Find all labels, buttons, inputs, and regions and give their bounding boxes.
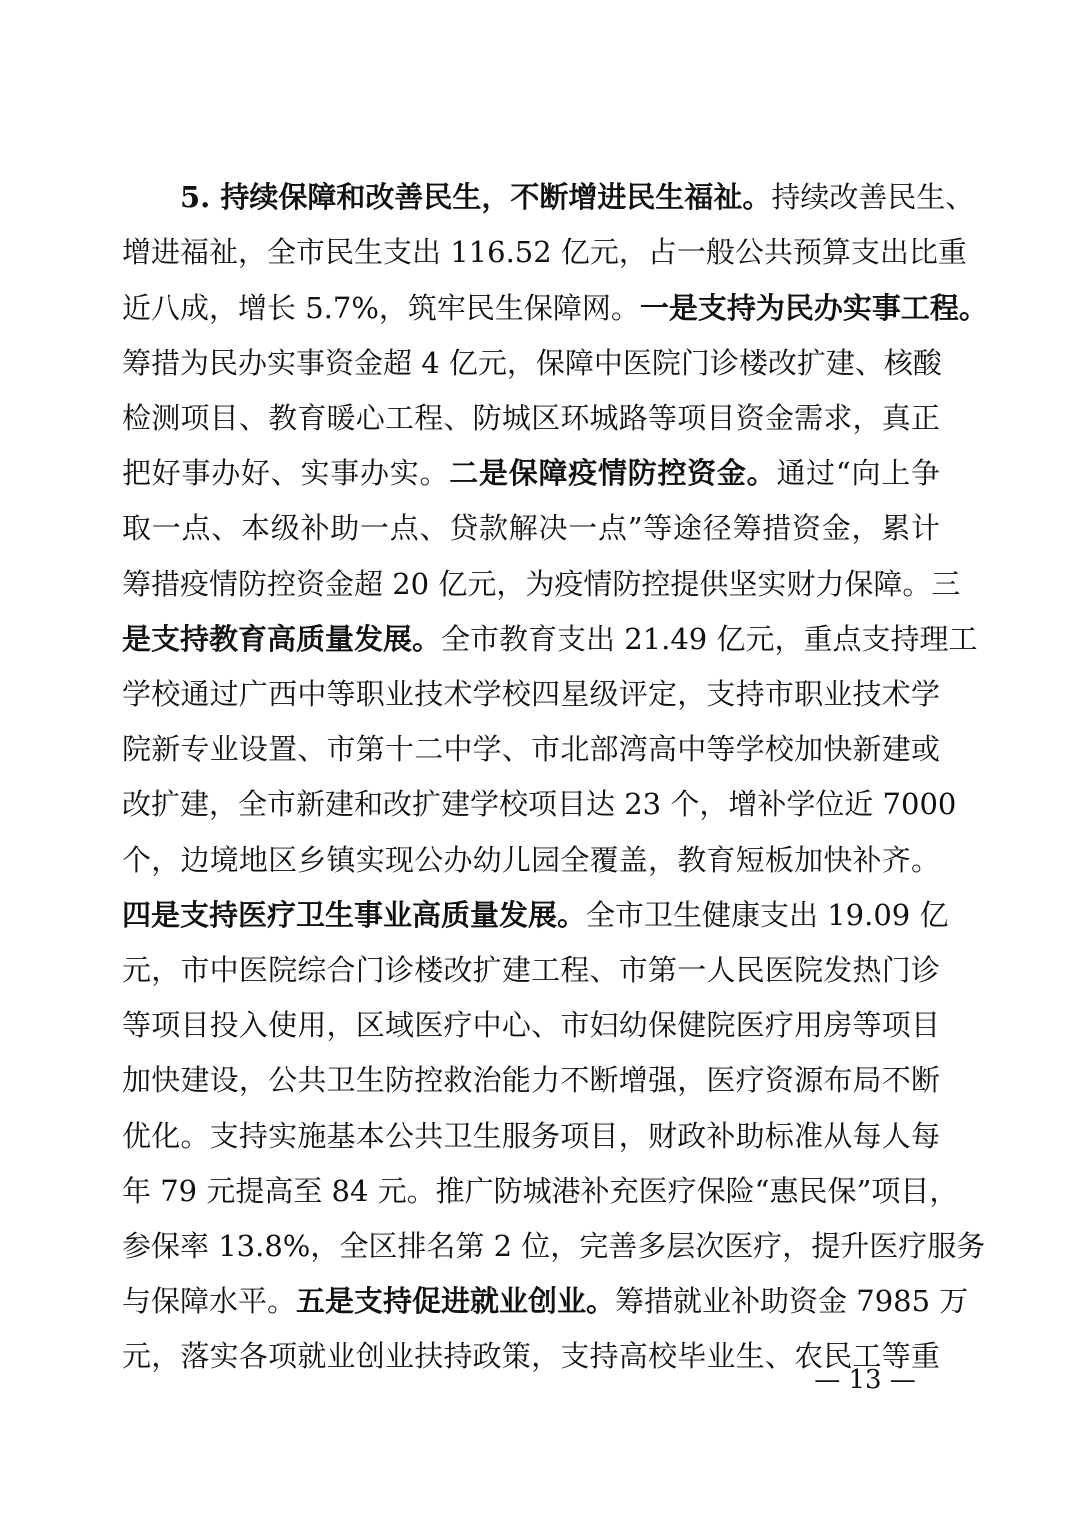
text-line-17: 加快建设，公共卫生防控救治能力不断增强，医疗资源布局不断 [122,1063,940,1097]
text-line-7: 取一点、本级补助一点、贷款解决一点”等途径筹措资金，累计 [122,511,940,545]
text-line-22: 元，落实各项就业创业扶持政策，支持高校毕业生、农民工等重 [122,1339,940,1373]
point-four-heading: 四是支持医疗卫生事业高质量发展。 [122,898,587,932]
point-three-heading: 是支持教育高质量发展。 [122,622,442,656]
text-line-18: 优化。支持实施基本公共卫生服务项目，财政补助标准从每人每 [122,1119,940,1153]
text-line-5: 检测项目、教育暖心工程、防城区环城路等项目资金需求，真正 [122,401,940,435]
text-line-12: 改扩建，全市新建和改扩建学校项目达 23 个，增补学位近 7000 [122,787,957,821]
text-line-14: 四是支持医疗卫生事业高质量发展。全市卫生健康支出 19.09 亿 [122,898,949,932]
point-one-heading: 一是支持为民办实事工程。 [639,291,988,325]
text-line-16: 等项目投入使用，区域医疗中心、市妇幼保健院医疗用房等项目 [122,1008,940,1042]
text-line-11: 院新专业设置、市第十二中学、市北部湾高中等学校加快新建或 [122,732,940,766]
text-line-21: 与保障水平。五是支持促进就业创业。筹措就业补助资金 7985 万 [122,1284,969,1318]
heading-5: 5. 持续保障和改善民生，不断增进民生福祉。 [180,180,772,214]
point-two-heading: 二是保障疫情防控资金。 [449,456,777,490]
text-line-19: 年 79 元提高至 84 元。推广防城港补充医疗保险“惠民保”项目， [122,1174,959,1208]
text-line-9: 是支持教育高质量发展。全市教育支出 21.49 亿元，重点支持理工 [122,622,978,656]
text-line-10: 学校通过广西中等职业技术学校四星级评定，支持市职业技术学 [122,677,940,711]
text-line-13: 个，边境地区乡镇实现公办幼儿园全覆盖，教育短板加快补齐。 [122,843,940,877]
page-number: — 13 — [814,1365,916,1395]
text-line-3: 近八成，增长 5.7%，筑牢民生保障网。一是支持为民办实事工程。 [122,291,988,325]
text-line-2: 增进福祉，全市民生支出 116.52 亿元，占一般公共预算支出比重 [122,235,967,269]
point-five-heading: 五是支持促进就业创业。 [296,1284,616,1318]
text-line-4: 筹措为民办实事资金超 4 亿元，保障中医院门诊楼改扩建、核酸 [122,346,942,380]
text-line-15: 元，市中医院综合门诊楼改扩建工程、市第一人民医院发热门诊 [122,953,940,987]
text-line-8: 筹措疫情防控资金超 20 亿元，为疫情防控提供坚实财力保障。三 [122,567,961,601]
text-line-20: 参保率 13.8%，全区排名第 2 位，完善多层次医疗，提升医疗服务 [122,1229,986,1263]
text-line-1: 5. 持续保障和改善民生，不断增进民生福祉。持续改善民生、 [180,180,975,214]
text-line-6: 把好事办好、实事办实。二是保障疫情防控资金。通过“向上争 [122,456,940,490]
